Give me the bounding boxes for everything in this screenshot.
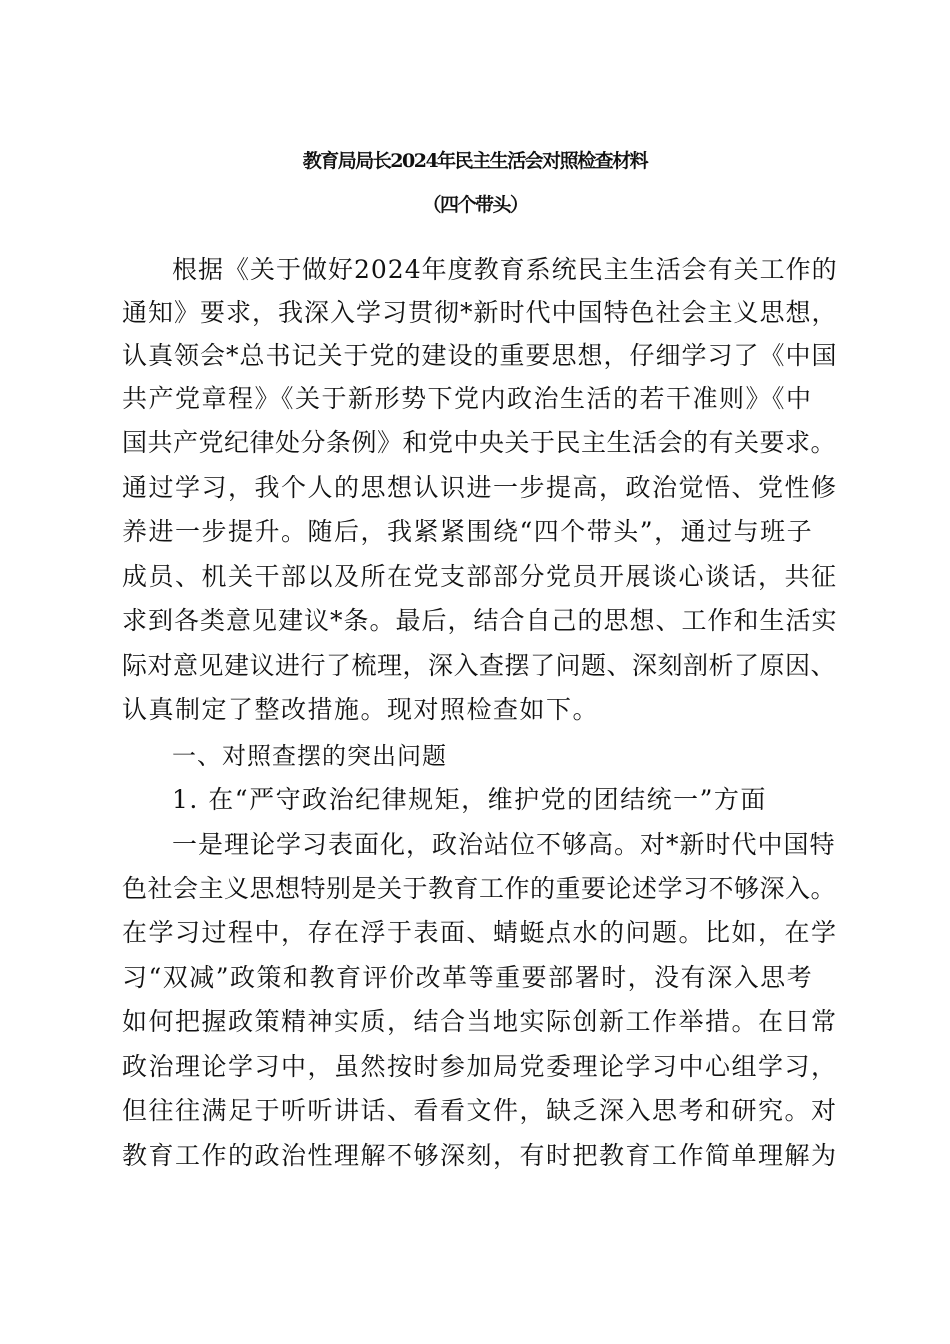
intro-line: 认真领会*总书记关于党的建设的重要思想，仔细学习了《中国 bbox=[122, 341, 838, 370]
document-subtitle: （四个带头） bbox=[422, 194, 528, 216]
body-line: 一是理论学习表面化，政治站位不够高。对*新时代中国特 bbox=[172, 830, 836, 859]
section-heading: 一、对照查摆的突出问题 bbox=[172, 742, 447, 770]
body-line: 习“双减”政策和教育评价改革等重要部署时，没有深入思考 bbox=[122, 963, 814, 992]
intro-line: 求到各类意见建议*条。最后，结合自己的思想、工作和生活实 bbox=[122, 606, 838, 635]
body-line: 但往往满足于听听讲话、看看文件，缺乏深入思考和研究。对 bbox=[122, 1096, 838, 1125]
intro-line: 通知》要求，我深入学习贯彻*新时代中国特色社会主义思想， bbox=[122, 298, 838, 327]
body-line: 色社会主义思想特别是关于教育工作的重要论述学习不够深入。 bbox=[122, 874, 837, 903]
intro-line: 共产党章程》《关于新形势下党内政治生活的若干准则》《中 bbox=[122, 384, 813, 413]
body-line: 如何把握政策精神实质，结合当地实际创新工作举措。在日常 bbox=[122, 1007, 838, 1036]
intro-line: 根据《关于做好2024年度教育系统民主生活会有关工作的 bbox=[172, 255, 838, 284]
intro-line: 通过学习，我个人的思想认识进一步提高，政治觉悟、党性修 bbox=[122, 473, 838, 502]
document-title: 教育局局长2024年民主生活会对照检查材料 bbox=[302, 150, 648, 172]
intro-line: 际对意见建议进行了梳理，深入查摆了问题、深刻剖析了原因、 bbox=[122, 651, 837, 680]
intro-line: 养进一步提升。随后，我紧紧围绕“四个带头”，通过与班子 bbox=[122, 517, 814, 546]
intro-line: 认真制定了整改措施。现对照检查如下。 bbox=[122, 695, 600, 724]
body-line: 政治理论学习中，虽然按时参加局党委理论学习中心组学习， bbox=[122, 1052, 838, 1081]
body-line: 在学习过程中，存在浮于表面、蜻蜓点水的问题。比如，在学 bbox=[122, 918, 838, 947]
body-line: 教育工作的政治性理解不够深刻，有时把教育工作简单理解为 bbox=[122, 1141, 838, 1170]
subsection-heading: 1. 在“严守政治纪律规矩，维护党的团结统一”方面 bbox=[172, 785, 767, 814]
intro-line: 国共产党纪律处分条例》和党中央关于民主生活会的有关要求。 bbox=[122, 428, 837, 457]
intro-line: 成员、机关干部以及所在党支部部分党员开展谈心谈话，共征 bbox=[122, 562, 838, 591]
